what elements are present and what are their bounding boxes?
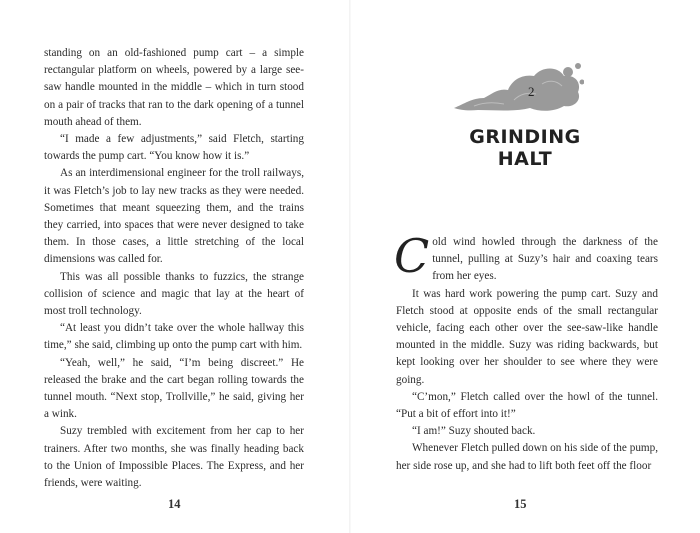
chapter-title: GRINDING HALT	[469, 126, 581, 170]
paragraph: “Yeah, well,” he said, “I’m being discreet.” He released the brake and the cart began rolling towards the tunnel mouth. “Next stop, Trollville,” he said, giving her a wink.	[44, 356, 304, 421]
chapter-number: 2	[528, 84, 535, 99]
first-paragraph	[394, 229, 658, 286]
paragraph: “C’mon,” Fletch called over the howl of the tunnel. “Put a bit of effort into it!”	[396, 390, 658, 421]
first-paragraph-text: old wind howled through the darkness of the tunnel, pulling at Suzy’s hair and coaxing tears from her eyes.	[432, 236, 658, 283]
left-page-body	[44, 45, 304, 492]
smoke-cloud-icon	[454, 58, 584, 116]
right-page	[350, 0, 700, 533]
paragraph: “I am!” Suzy shouted back.	[412, 425, 536, 438]
page-number: 14	[168, 497, 181, 511]
paragraph: Whenever Fletch pulled down on his side of the pump, her side rose up, and she had to lift both feet off the floor	[396, 442, 658, 472]
paragraph: As an interdimensional engineer for the troll railways, it was Fletch’s job to lay new tracks as they were needed. Sometimes that meant squeezing them, and the trains they carried, into spaces that were never designed to take them. In those cases, a little stretching of the local dimensions was called for.	[44, 167, 304, 266]
paragraph: This was all possible thanks to fuzzics, the strange collision of science and magic that lay at the heart of most troll technology.	[44, 270, 304, 318]
paragraph: standing on an old-fashioned pump cart – a simple rectangular platform on wheels, powered by a large see-saw handle mounted in the middle – which in turn stood on a pair of tracks that ran to the dark opening of a tunnel mouth ahead of them.	[44, 47, 304, 128]
paragraph: It was hard work powering the pump cart. Suzy and Fletch stood at opposite ends of the small rectangular vehicle, facing each other over the see-saw-like handle mounted in the middle. Suzy was riding backwards, but kept looking over her shoulder to see where they were going.	[396, 287, 658, 386]
paragraph: “I made a few adjustments,” said Fletch, starting towards the pump cart. “You know how it is.”	[44, 133, 304, 163]
right-page-body	[394, 229, 658, 475]
paragraph: “At least you didn’t take over the whole hallway this time,” she said, climbing up onto the pump cart with him.	[44, 322, 304, 352]
drop-cap: C	[394, 229, 430, 283]
page-number: 15	[514, 497, 527, 511]
paragraph: Suzy trembled with excitement from her cap to her trainers. After two months, she was finally heading back to the Union of Impossible Places. The Express, and her friends, were waiting.	[44, 425, 304, 490]
